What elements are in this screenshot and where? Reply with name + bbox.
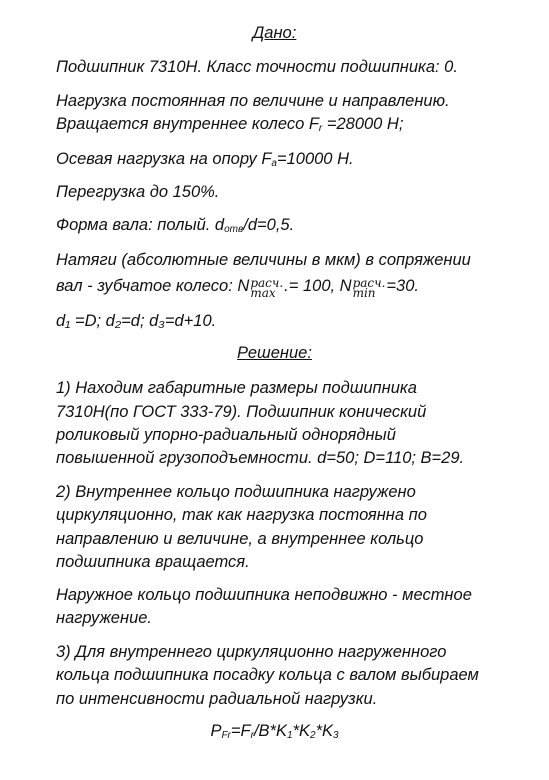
formula-subscript: r	[250, 730, 254, 741]
given-line-rotation	[56, 113, 403, 140]
step3-line2: кольца подшипника посадку кольца с валом выбираем	[56, 666, 479, 684]
formula-subscript: 1	[287, 730, 293, 741]
nmax-sub: max	[250, 286, 276, 300]
given-line-gear	[56, 275, 419, 298]
step1-line4: повышенной грузоподъемности. d=50; D=110; B=29.	[56, 449, 465, 467]
nmin-fraction	[353, 278, 386, 298]
nmax-fraction	[250, 278, 283, 298]
formula-subscript: 2	[310, 730, 316, 741]
step1-line3: роликовый упорно-радиальный однорядный	[56, 426, 396, 444]
formula-subscript: Fr	[221, 730, 231, 741]
step2-line3: направлению и величине, а внутреннее кольцо	[56, 530, 424, 548]
fr-subscript: r	[318, 123, 323, 134]
shaft-text: Форма вала: полый. d	[56, 216, 225, 234]
given-line-load: Нагрузка постоянная по величине и направлению.	[56, 92, 450, 110]
given-title: Дано:	[252, 24, 297, 42]
given-line-interference: Натяги (абсолютные величины в мкм) в сопряжении	[56, 251, 471, 269]
given-line-overload: Перегрузка до 150%.	[56, 183, 220, 201]
given-line-shaft	[56, 214, 294, 241]
given-line-bearing: Подшипник 7310Н. Класс точности подшипника: 0.	[56, 58, 458, 76]
nmin-sup: расч.	[352, 276, 386, 290]
step1-line1: 1) Находим габаритные размеры подшипника	[56, 379, 417, 397]
nmin-sub: min	[352, 286, 376, 300]
dotv-subscript: отв	[224, 224, 244, 235]
formula-pfr: $P_{Fr}=F_r/B*K_1*K_2*K_3$	[210, 722, 339, 741]
step3-line1: 3) Для внутреннего циркуляционно нагруженного	[56, 643, 447, 661]
given-line-axial	[56, 148, 354, 175]
nmax-value: .= 100, N	[284, 277, 352, 295]
nmin-value: =30.	[386, 277, 419, 295]
outer-ring-line1: Наружное кольцо подшипника неподвижно - местное	[56, 586, 472, 604]
step1-line2: 7310Н(по ГОСТ 333-79). Подшипник конический	[56, 403, 427, 421]
step2-line1: 2) Внутреннее кольцо подшипника нагружено	[56, 483, 416, 501]
gear-text: вал - зубчатое колесо: N	[56, 277, 250, 295]
step3-line3: по интенсивности радиальной нагрузки.	[56, 690, 378, 708]
outer-ring-line2: нагружение.	[56, 609, 153, 627]
rotation-text: Вращается внутреннее колесо F	[56, 115, 319, 133]
shaft-ratio: /d=0,5.	[243, 216, 295, 234]
nmax-sup: расч.	[250, 276, 284, 290]
fa-subscript: a	[271, 158, 277, 169]
step2-line4: подшипника вращается.	[56, 553, 250, 571]
fa-value: =10000 Н.	[276, 150, 354, 168]
formula-subscript: 3	[333, 730, 339, 741]
axial-text: Осевая нагрузка на опору F	[56, 150, 272, 168]
fr-value: =28000 Н;	[322, 115, 404, 133]
given-line-diameters: d₁ =D; d₂=d; d₃=d+10.	[56, 312, 217, 330]
step2-line2: циркуляционно, так как нагрузка постоянна по	[56, 506, 427, 524]
solution-title: Решение:	[237, 344, 312, 362]
